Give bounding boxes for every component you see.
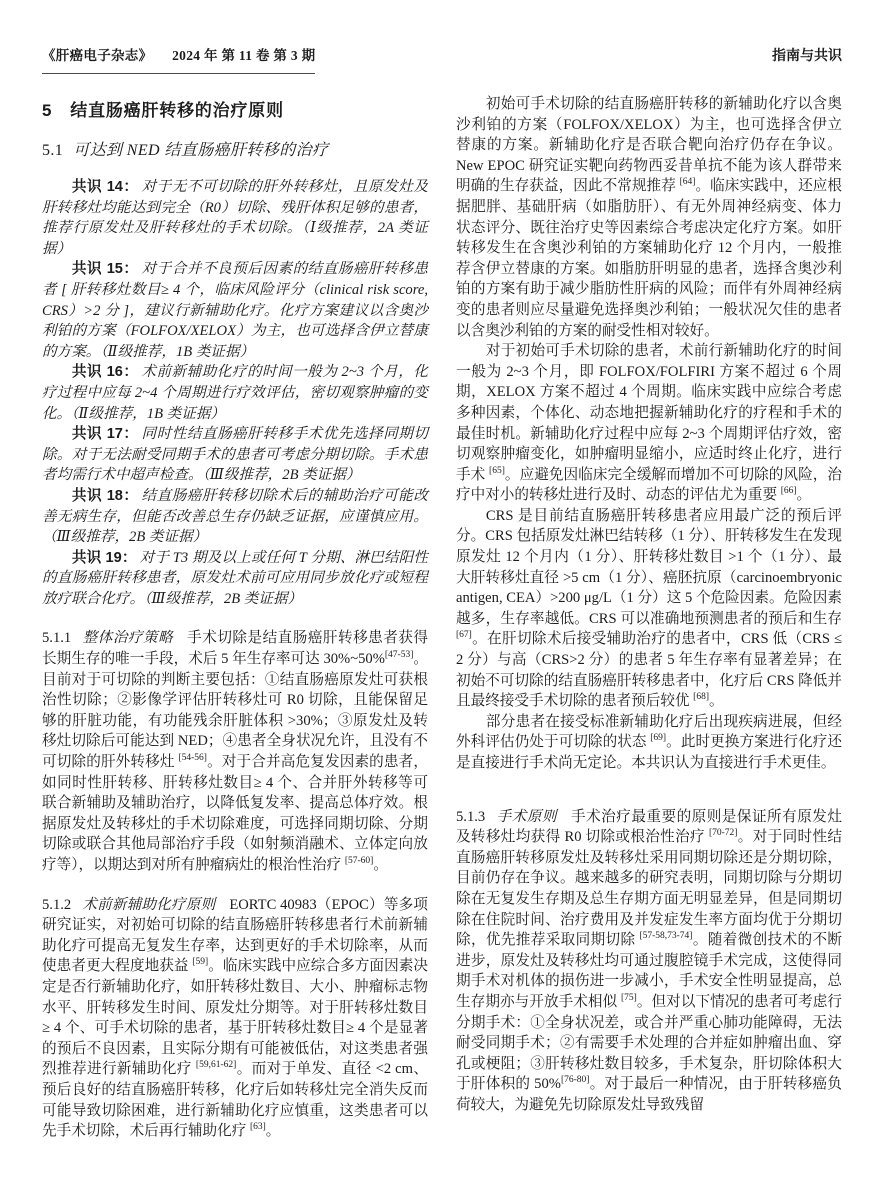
subsection-5-1-3-text: 手术治疗最重要的原则是保证所有原发灶及转移灶均获得 R0 切除或根治性治疗 [70-72]。对于同时性结直肠癌肝转移原发灶及转移灶采用同期切除还是分期切除，目前仍存在争议。越来越多的研究表明，同期切除与分期切除在无复发生存期及总生存期方面无明显差异，但是同期切除在住院时间、治疗费用及并发症发生率方面均优于分期切除，优先推荐采取同期切除 [57-58,73-74]。随着微创技术的不断进步，原发灶及转移灶均可通过腹腔镜手术完成，这使得同期手术对机体的损伤进一步减小，手术安全性明显提高，总生存期亦与开放手术相似 [75]。但对以下情况的患者可考虑行分期手术：①全身状况差，或合并严重心肺功能障碍，无法耐受同期手术；②有需要手术处理的合并症如肿瘤出血、穿孔或梗阻；③肝转移灶数目较多，手术复杂，肝切除体积大于肝体积的 50%[76-80]。对于最后一种情况，由于肝转移癌负荷较大，为避免先切除原发灶导致残留: [456, 808, 842, 1113]
left-column: [42, 94, 428, 1142]
consensus-19-label: 共识 19：: [71, 549, 137, 566]
consensus-19: [42, 548, 428, 610]
paragraph-neoadjuvant-regimen: 初始可手术切除的结直肠癌肝转移的新辅助化疗以含奥沙利铂的方案（FOLFOX/XELOX）为主，也可选择含伊立替康的方案。新辅助化疗是否联合靶向治疗仍存在争议。New EPOC 研究证实靶向药物西妥昔单抗不能为该人群带来明确的生存获益，因此不常规推荐 [64]。临床实践中，还应根据肥胖、基础肝病（如脂肪肝）、有无外周神经病变、体力状态评分、既往治疗史等因素综合考虑决定化疗方案。如肝转移发生在含奥沙利铂的方案辅助化疗 12 个月内，一般推荐含伊立替康的方案。如脂肪肝明显的患者，选择含奥沙利铂的方案有助于减少脂肪性肝病的风险；而伴有外周神经病变的患者则应尽量避免选择奥沙利铂；一般状况欠佳的患者以含奥沙利铂的方案的耐受性相对较好。: [456, 96, 842, 339]
two-column-body: [42, 94, 842, 1142]
consensus-17: [42, 424, 428, 486]
subsection-5-1-1-title: 整体治疗策略: [82, 630, 174, 647]
consensus-14-label: 共识 14：: [71, 179, 139, 195]
section-heading-text: 结直肠癌肝转移的治疗原则: [70, 101, 284, 120]
subsection-number: 5.1: [42, 142, 64, 159]
subsection-5-1-2-title: 术前新辅助化疗原则: [82, 896, 216, 913]
subsection-heading-text: 可达到 NED 结直肠癌肝转移的治疗: [73, 142, 329, 159]
subsection-5-1-2-number: 5.1.2: [42, 896, 72, 913]
paragraph-crs-score: CRS 是目前结直肠癌肝转移患者应用最广泛的预后评分。CRS 包括原发灶淋巴结转移（1 分）、肝转移发生在发现原发灶 12 个月内（1 分）、肝转移灶数目 >1 个（1 分）、最大肝转移灶直径 >5 cm（1 分）、癌胚抗原（carcinoembryonic antigen, CEA）>200 μg/L（1 分）这 5 个危险因素。危险因素越多，生存率越低。CRS 可以准确地预测患者的预后和生存 [67]。在肝切除术后接受辅助治疗的患者中，CRS 低（CRS ≤ 2 分）与高（CRS>2 分）的患者 5 年生存率有显著差异；在初始不可切除的结直肠癌肝转移患者中，化疗后 CRS 降低并且最终接受手术切除的患者预后较优 [68]。: [456, 507, 842, 710]
subsection-5-1-2: [42, 895, 428, 1142]
page-header: [42, 44, 842, 74]
subsection-5-1-2-text: EORTC 40983（EPOC）等多项研究证实，对初始可切除的结直肠癌肝转移患者行术前新辅助化疗可提高无复发生存率，达到更好的手术切除率，从而使患者更大程度地获益 [59]。临床实践中应综合多方面因素决定是否行新辅助化疗，如肝转移灶数目、大小、肿瘤标志物水平、肝转移发生时间、原发灶分期等。对于肝转移灶数目≥ 4 个、可手术切除的患者，基于肝转移灶数目≥ 4 个是显著的预后不良因素，且实际分期有可能被低估，对这类患者强烈推荐进行新辅助化疗 [59,61-62]。而对于单发、直径 <2 cm、预后良好的结直肠癌肝转移，化疗后如转移灶完全消失反而可能导致切除困难，进行新辅助化疗应慎重，这类患者可以先手术切除，术后再行辅助化疗 [63]。: [42, 896, 429, 1140]
journal-title: 《肝癌电子杂志》: [42, 48, 153, 63]
consensus-17-label: 共识 17：: [71, 426, 139, 443]
consensus-14-text: 对于无不可切除的肝外转移灶，且原发灶及肝转移灶均能达到完全（R0）切除、残肝体积足够的患者，推荐行原发灶及肝转移灶的手术切除。（Ⅰ级推荐，2A 类证据）: [42, 179, 428, 257]
consensus-15-text: 对于合并不良预后因素的结直肠癌肝转移患者 [ 肝转移灶数目≥ 4 个，临床风险评分（clinical risk score, CRS）>2 分 ]，建议行新辅助化疗。化疗方案建议以含奥沙利铂的方案（FOLFOX/XELOX）为主，也可选择含伊立替康的方案。（Ⅱ级推荐，1B 类证据）: [42, 261, 428, 360]
consensus-15-label: 共识 15：: [71, 261, 139, 278]
subsection-heading: [42, 137, 428, 160]
subsection-5-1-3: [456, 807, 842, 1116]
consensus-18-label: 共识 18：: [71, 487, 139, 504]
section-number: 5: [42, 101, 53, 120]
consensus-18: [42, 486, 428, 548]
consensus-19-text: 对于 T3 期及以上或任何 T 分期、淋巴结阳性的直肠癌肝转移患者，原发灶术前可应用同步放化疗或短程放疗联合化疗。（Ⅲ级推荐，2B 类证据）: [42, 549, 428, 607]
subsection-5-1-1: [42, 628, 428, 875]
paragraph-chemo-duration: 对于初始可手术切除的患者，术前行新辅助化疗的时间一般为 2~3 个月，即 FOLFOX/FOLFIRI 方案不超过 6 个周期，XELOX 方案不超过 4 个周期。临床实践中应综合考虑多种因素，个体化、动态地把握新辅助化疗的疗程和手术的最佳时机。新辅助化疗过程中应每 2~3 个周期评估疗效，密切观察肿瘤变化，如肿瘤明显缩小，应适时终止化疗，进行手术 [65]。应避免因临床完全缓解而增加不可切除的风险，治疗中对小的转移灶进行及时、动态的评估尤为重要 [66]。: [456, 343, 842, 504]
consensus-18-text: 结直肠癌肝转移切除术后的辅助治疗可能改善无病生存，但能否改善总生存仍缺乏证据，应谨慎应用。（Ⅲ级推荐，2B 类证据）: [42, 487, 428, 546]
journal-info: [42, 44, 315, 74]
right-column: [456, 94, 842, 1116]
consensus-17-text: 同时性结直肠癌肝转移手术优先选择同期切除。对于无法耐受同期手术的患者可考虑分期切除。手术患者均需行术中超声检查。（Ⅲ级推荐，2B 类证据）: [42, 426, 428, 484]
journal-issue: 2024 年 第 11 卷 第 3 期: [172, 48, 316, 63]
subsection-5-1-3-number: 5.1.3: [456, 808, 486, 825]
paragraph-disease-progression: 部分患者在接受标准新辅助化疗后出现疾病进展，但经外科评估仍处于可切除的状态 [69]。此时更换方案进行化疗还是直接进行手术尚无定论。本共识认为直接进行手术更佳。: [456, 713, 842, 771]
consensus-14: [42, 177, 428, 259]
column-section-label: 指南与共识: [772, 47, 842, 63]
subsection-5-1-1-number: 5.1.1: [42, 630, 72, 647]
consensus-16: [42, 362, 428, 424]
consensus-16-text: 术前新辅助化疗的时间一般为 2~3 个月，化疗过程中应每 2~4 个周期进行疗效评估，密切观察肿瘤的变化。（Ⅱ级推荐，1B 类证据）: [42, 364, 428, 422]
consensus-15: [42, 259, 428, 362]
section-heading: [42, 96, 428, 121]
subsection-5-1-3-title: 手术原则: [496, 808, 557, 825]
subsection-5-1-1-text: 手术切除是结直肠癌肝转移患者获得长期生存的唯一手段，术后 5 年生存率可达 30%~50%[47-53]。目前对于可切除的判断主要包括：①结直肠癌原发灶可获根治性切除；②影像学评估肝转移灶可 R0 切除，且能保留足够的肝脏功能，有功能残余肝脏体积 >30%；③原发灶及转移灶切除后可能达到 NED；④患者全身状况允许，且没有不可切除的肝外转移灶 [54-56]。对于合并高危复发因素的患者，如同时性肝转移、肝转移灶数目≥ 4 个、合并肝外转移等可联合新辅助及辅助治疗，以降低复发率、提高总体疗效。根据原发灶及转移灶的手术切除难度，可选择同期切除、分期切除或联合其他局部治疗手段（如射频消融术、立体定向放疗等），以期达到对所有肿瘤病灶的根治性治疗 [57-60]。: [42, 630, 428, 873]
consensus-16-label: 共识 16：: [71, 364, 139, 381]
